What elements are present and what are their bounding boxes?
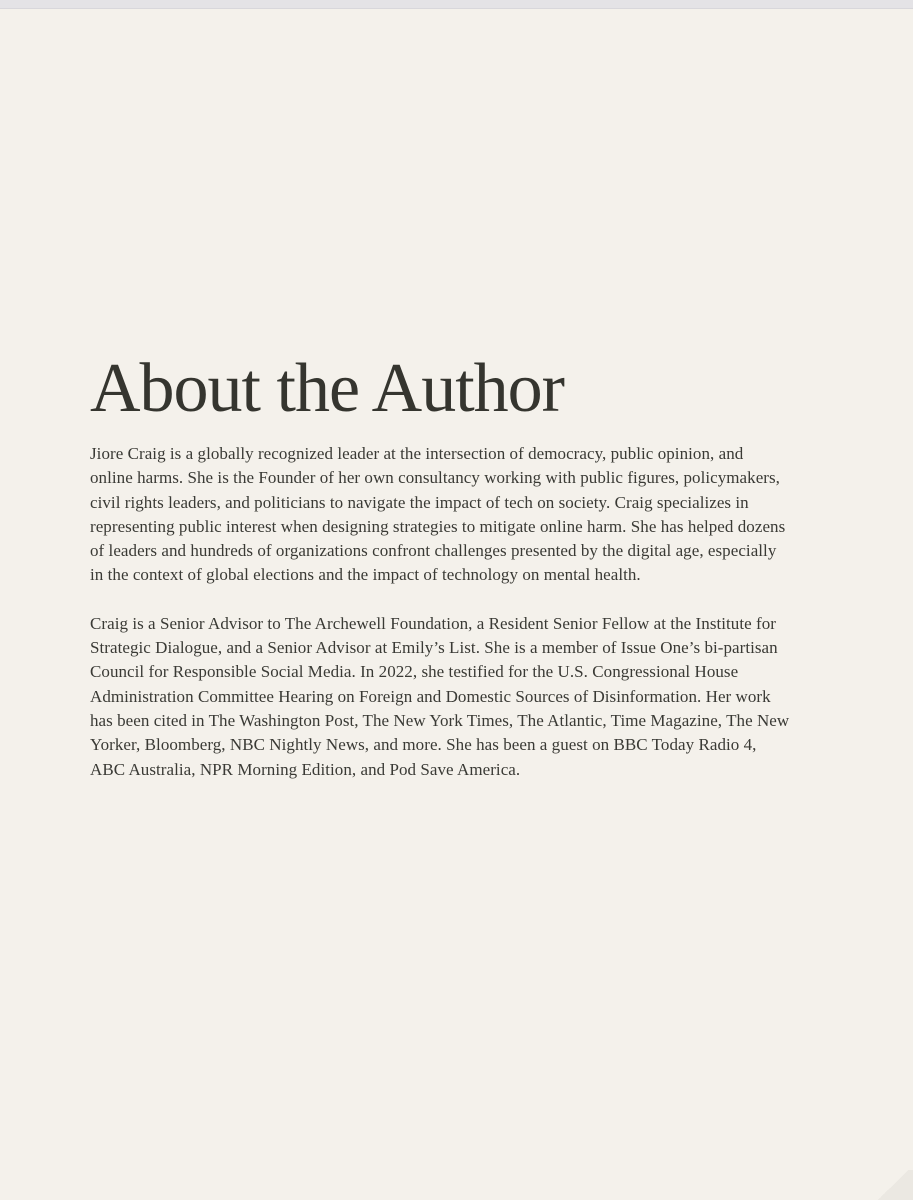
about-section <box>90 350 790 782</box>
bio-paragraph-2: Craig is a Senior Advisor to The Archewell Foundation, a Resident Senior Fellow at the Institute for Strategic Dialogue, and a Senior Advisor at Emily’s List. She is a member of Issue One’s bi-partisan Council for Responsible Social Media. In 2022, she testified for the U.S. Congressional House Administration Committee Hearing on Foreign and Domestic Sources of Disinformation. Her work has been cited in The Washington Post, The New York Times, The Atlantic, Time Magazine, The New Yorker, Bloomberg, NBC Nightly News, and more. She has been a guest on BBC Today Radio 4, ABC Australia, NPR Morning Edition, and Pod Save America. <box>90 613 790 779</box>
page-corner <box>873 1170 913 1200</box>
section-title: About the Author <box>90 350 564 427</box>
top-divider <box>0 0 913 9</box>
bio-paragraph-1: Jiore Craig is a globally recognized leader at the intersection of democracy, public opinion, and online harms. She is the Founder of her own consultancy working with public figures, policymakers, civil rights leaders, and politicians to navigate the impact of tech on society. Craig specializes in representing public interest when designing strategies to mitigate online harm. She has helped dozens of leaders and hundreds of organizations confront challenges presented by the digital age, especially in the context of global elections and the impact of technology on mental health. <box>90 444 786 585</box>
